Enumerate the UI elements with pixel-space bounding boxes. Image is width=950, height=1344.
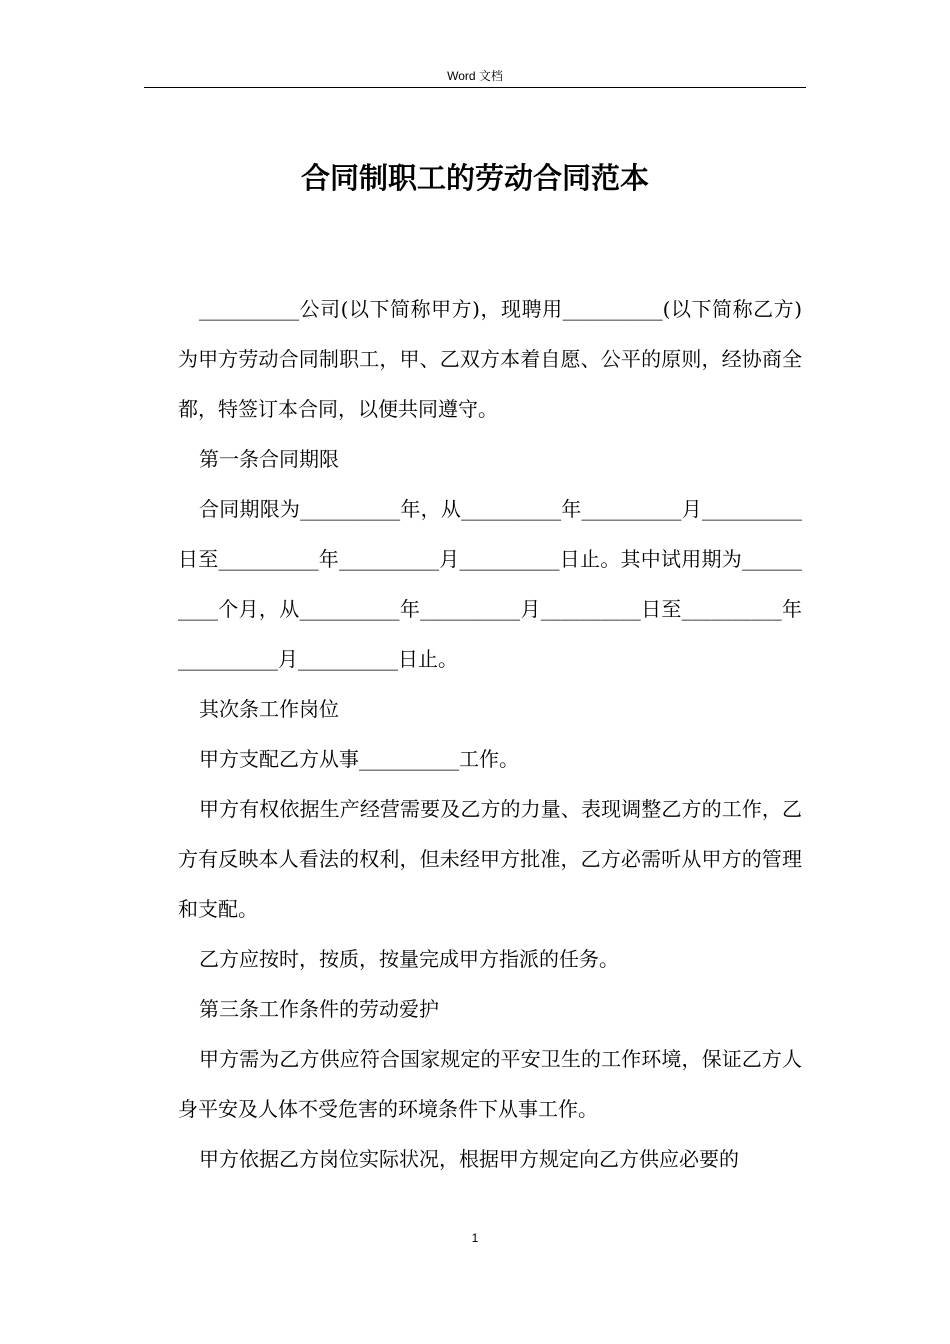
document-body — [178, 284, 802, 1184]
paragraph-term: 合同期限为__________年，从__________年__________月__________日至__________年__________月__________日止。其中试用期为__________个月，从__________年__________月__________日至__________年__________月__________日止。 — [178, 497, 802, 671]
paragraph-safety: 甲方需为乙方供应符合国家规定的平安卫生的工作环境，保证乙方人身平安及人体不受危害的环境条件下从事工作。 — [178, 1047, 802, 1121]
page-number: 1 — [471, 1231, 479, 1245]
paragraph-assignment: 甲方支配乙方从事__________工作。 — [199, 747, 519, 771]
page-header: Word 文档 — [447, 69, 503, 83]
section-heading-conditions: 第三条工作条件的劳动爱护 — [199, 997, 439, 1021]
paragraph-intro: __________公司(以下简称甲方)，现聘用__________(以下简称乙方)为甲方劳动合同制职工，甲、乙双方本着自愿、公平的原则，经协商全都，特签订本合同，以便共同遵守。 — [178, 297, 802, 421]
paragraph-duties: 乙方应按时，按质，按量完成甲方指派的任务。 — [199, 947, 619, 971]
paragraph-supplies: 甲方依据乙方岗位实际状况，根据甲方规定向乙方供应必要的 — [199, 1147, 739, 1171]
document-title: 合同制职工的劳动合同范本 — [300, 161, 649, 195]
section-heading-position: 其次条工作岗位 — [199, 697, 339, 721]
header-divider — [144, 87, 806, 88]
paragraph-adjustment: 甲方有权依据生产经营需要及乙方的力量、表现调整乙方的工作，乙方有反映本人看法的权利，但未经甲方批准，乙方必需听从甲方的管理和支配。 — [178, 797, 802, 921]
section-heading-term: 第一条合同期限 — [199, 447, 339, 471]
